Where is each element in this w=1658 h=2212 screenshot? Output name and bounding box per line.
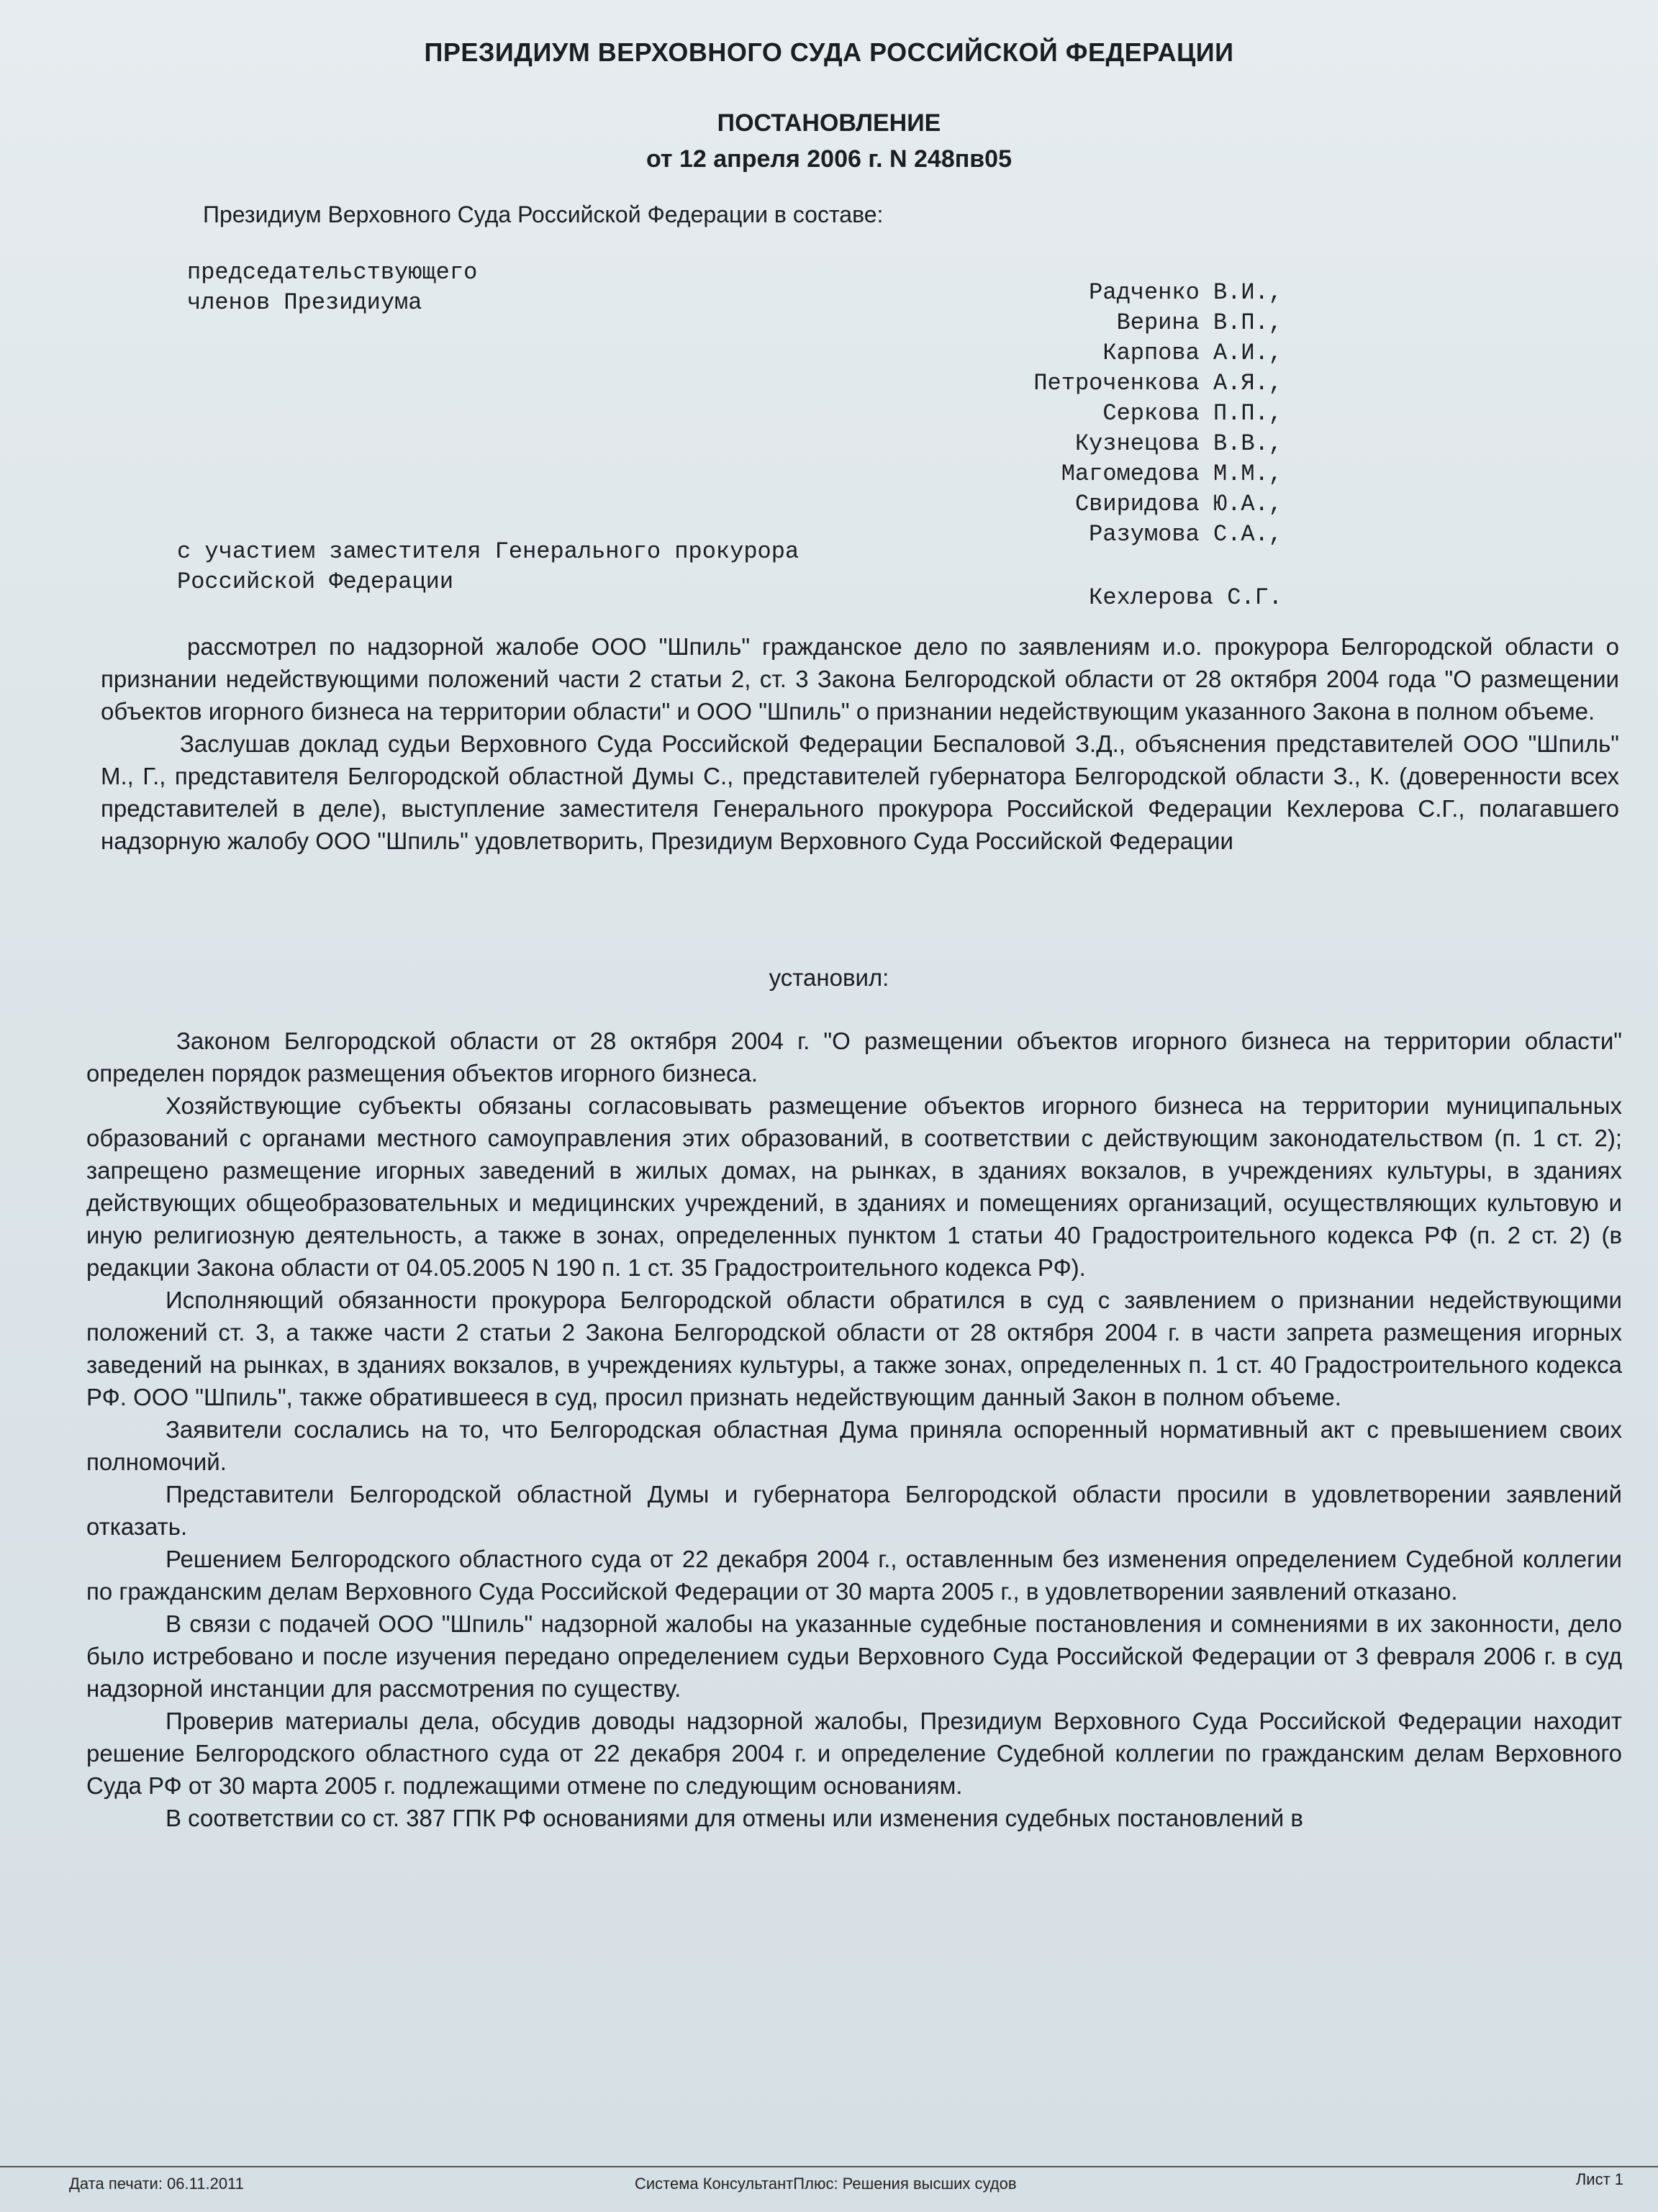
body-paragraph: Исполняющий обязанности прокурора Белгородской области обратился в суд с заявлением о признании недействующими положений ст. 3, а также части 2 статьи 2 Закона Белгородской области от 28 октября 2004 г. в части запрета размещения игорных заведений на рынках, в зданиях вокзалов, в учреждениях культуры, а также зонах, определенных п. 1 ст. 40 Градостроительного кодекса РФ. ООО "Шпиль", также обратившееся в суд, просил признать недействующим данный Закон в полном объеме. [86,1287,1622,1410]
preamble-paragraph: Заслушав доклад судьи Верховного Суда Российской Федерации Беспаловой З.Д., объяснения представителей ООО "Шпиль" М., Г., представителя Белгородской областной Думы С., представителей губернатора Белгородской области З., К. (доверенности всех представителей в деле), выступление заместителя Генерального прокурора Российской Федерации Кехлерова С.Г., полагавшего надзорную жалобу ООО "Шпиль" удовлетворить, Президиум Верховного Суда Российской Федерации [101,730,1619,854]
body-paragraph: Проверив материалы дела, обсудив доводы надзорной жалобы, Президиум Верховного Суда Российской Федерации находит решение Белгородского областного суда от 22 декабря 2004 г. и определение Судебной коллегии по гражданским делам Верховного Суда РФ от 30 марта 2005 г. подлежащими отмене по следующим основаниям. [86,1708,1622,1799]
document-type: ПОСТАНОВЛЕНИЕ [717,109,941,137]
chair-label: председательствующего [187,259,478,286]
member-name: Карпова А.И., [1102,340,1282,366]
document-date: от 12 апреля 2006 г. N 248пв05 [645,145,1012,173]
body-paragraph: Хозяйствующие субъекты обязаны согласовывать размещение объектов игорного бизнеса на территории муниципальных образований с органами местного самоуправления этих образований, в соответствии с действующим законодательством (п. 1 ст. 2); запрещено размещение игорных заведений в жилых домах, на рынках, в зданиях вокзалов, в учреждениях культуры, в зданиях действующих общеобразовательных и медицинских учреждений, в зданиях и помещениях организаций, осуществляющих культовую и иную религиозную деятельность, а также в зонах, определенных пунктом 1 статьи 40 Градостроительного кодекса РФ (п. 2 ст. 2) (в редакции Закона области от 04.05.2005 N 190 п. 1 ст. 35 Градостроительного кодекса РФ). [86,1092,1622,1281]
body-paragraph: Заявители сослались на то, что Белгородская областная Дума приняла оспоренный нормативный акт с превышением своих полномочий. [86,1416,1622,1475]
member-name: Петроченкова А.Я., [1033,370,1282,396]
member-name: Кузнецова В.В., [1074,430,1282,457]
member-name: Верина В.П., [1116,309,1282,336]
body-paragraph: Представители Белгородской областной Думы и губернатора Белгородской области просили в удовлетворении заявлений отказать. [86,1481,1622,1540]
member-name: Свиридова Ю.А., [1074,491,1282,517]
body-paragraph: Решением Белгородского областного суда от 22 декабря 2004 г., оставленным без изменения определением Судебной коллегии по гражданским делам Верховного Суда Российской Федерации от 30 марта 2005 г., в удовлетворении заявлений отказано. [86,1546,1622,1605]
member-name: Радченко В.И., [1089,279,1282,306]
page-footer [0,2166,1658,2212]
body-paragraph: В связи с подачей ООО "Шпиль" надзорной жалобы на указанные судебные постановления и сомнениями в их законности, дело было истребовано и после изучения передано определением судьи Верховного Суда Российской Федерации от 3 февраля 2006 г. в суд надзорной инстанции для рассмотрения по существу. [86,1610,1622,1702]
print-date: Дата печати: 06.11.2011 [69,2175,244,2193]
member-name: Магомедова М.М., [1061,461,1282,487]
established-heading: установил: [769,964,889,991]
preamble [101,630,1619,857]
prosecutor-name: Кехлерова С.Г. [1089,584,1282,611]
prosecutor-label-2: Российской Федерации [177,568,454,595]
sheet-number: Лист 1 [1575,2170,1623,2188]
court-title: ПРЕЗИДИУМ ВЕРХОВНОГО СУДА РОССИЙСКОЙ ФЕДЕРАЦИИ [424,37,1234,67]
member-name: Разумова С.А., [1089,521,1282,548]
member-name: Серкова П.П., [1102,400,1282,427]
composition-intro: Президиум Верховного Суда Российской Федерации в составе: [203,201,884,227]
prosecutor-label-1: с участием заместителя Генерального прокурора [177,538,799,565]
system-name: Система КонсультантПлюс: Решения высших судов [635,2175,1017,2193]
body-paragraph: В соответствии со ст. 387 ГПК РФ основаниями для отмены или изменения судебных постановлений в [166,1805,1303,1831]
members-label: членов Президиума [187,289,422,316]
body-paragraph: Законом Белгородской области от 28 октября 2004 г. "О размещении объектов игорного бизнеса на территории области" определен порядок размещения объектов игорного бизнеса. [86,1028,1622,1087]
preamble-paragraph: рассмотрел по надзорной жалобе ООО "Шпиль" гражданское дело по заявлениям и.о. прокурора Белгородской области о признании недействующими положений части 2 статьи 2, ст. 3 Закона Белгородской области от 28 октября 2004 года "О размещении объектов игорного бизнеса на территории области" и ООО "Шпиль" о признании недействующим указанного Закона в полном объеме. [101,633,1619,725]
main-text [86,1025,1622,1834]
